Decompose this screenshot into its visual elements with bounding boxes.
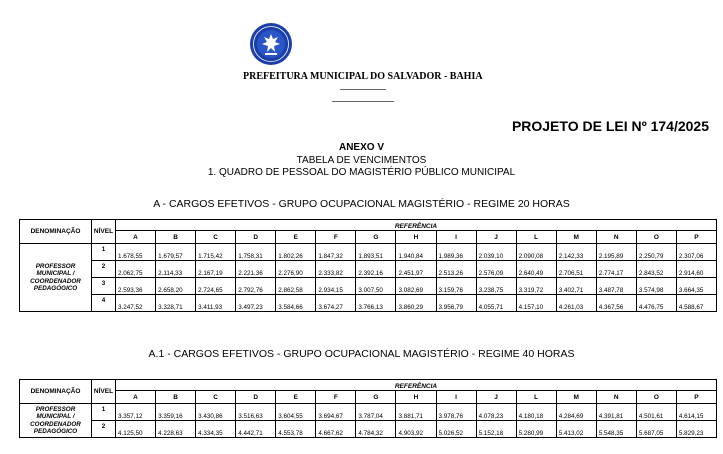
cargo-name: PROFESSOR MUNICIPAL / COORDENADOR PEDAGÓGICO [20, 244, 92, 312]
referencia-letter: F [316, 391, 356, 404]
salary-cell: 2.090,08 [516, 244, 556, 261]
referencia-letter: C [196, 391, 236, 404]
referencia-letter: L [516, 391, 556, 404]
salary-cell: 2.576,09 [476, 261, 516, 278]
cargo-name: PROFESSOR MUNICIPAL / COORDENADOR PEDAGÓGICO [20, 404, 92, 438]
municipal-seal [249, 22, 293, 66]
salary-cell: 1.715,42 [196, 244, 236, 261]
referencia-letter: F [316, 231, 356, 244]
section-title: A - CARGOS EFETIVOS - GRUPO OCUPACIONAL MAGISTÉRIO - REGIME 20 HORAS [153, 198, 570, 210]
referencia-letter: M [556, 231, 596, 244]
salary-cell: 2.593,36 [116, 278, 156, 295]
salary-cell: 3.238,75 [476, 278, 516, 295]
annex-item: 1. QUADRO DE PESSOAL DO MAGISTÉRIO PÚBLICO MUNICIPAL [207, 167, 516, 178]
referencia-letter: N [596, 231, 636, 244]
salary-cell: 1.679,57 [156, 244, 196, 261]
section-title: A.1 - CARGOS EFETIVOS - GRUPO OCUPACIONAL MAGISTÉRIO - REGIME 40 HORAS [148, 348, 575, 360]
salary-cell: 4.367,56 [596, 295, 636, 312]
salary-cell: 3.584,66 [276, 295, 316, 312]
salary-cell: 3.860,29 [396, 295, 436, 312]
salary-cell: 3.402,71 [556, 278, 596, 295]
salary-cell: 3.956,79 [436, 295, 476, 312]
salary-cell: 4.334,35 [196, 421, 236, 438]
table-row [20, 421, 717, 438]
salary-cell: 4.228,63 [156, 421, 196, 438]
salary-cell: 2.307,06 [676, 244, 716, 261]
salary-table-20h [19, 219, 717, 312]
salary-cell: 3.604,55 [276, 404, 316, 421]
salary-cell: 5.548,35 [596, 421, 636, 438]
salary-cell: 5.829,23 [676, 421, 716, 438]
salary-cell: 1.678,55 [116, 244, 156, 261]
salary-cell: 3.359,16 [156, 404, 196, 421]
salary-cell: 3.319,72 [516, 278, 556, 295]
referencia-letter: P [676, 391, 716, 404]
salary-cell: 4.588,67 [676, 295, 716, 312]
salary-cell: 1.989,36 [436, 244, 476, 261]
referencia-letter: D [236, 231, 276, 244]
nivel-cell: 1 [92, 404, 116, 421]
header-rule-2 [332, 101, 394, 102]
salary-cell: 5.687,05 [636, 421, 676, 438]
salary-cell: 4.501,61 [636, 404, 676, 421]
referencia-letter: D [236, 391, 276, 404]
salary-cell: 5.152,18 [476, 421, 516, 438]
salary-cell: 2.333,82 [316, 261, 356, 278]
table-row [20, 295, 717, 312]
salary-cell: 4.903,92 [396, 421, 436, 438]
referencia-letter: B [156, 231, 196, 244]
salary-cell: 3.082,69 [396, 278, 436, 295]
salary-cell: 5.413,02 [556, 421, 596, 438]
referencia-letter: H [396, 391, 436, 404]
referencia-letter: E [276, 391, 316, 404]
salary-cell: 2.392,16 [356, 261, 396, 278]
salary-cell: 3.357,12 [116, 404, 156, 421]
salary-cell: 3.247,52 [116, 295, 156, 312]
salary-cell: 1.758,31 [236, 244, 276, 261]
salary-cell: 2.250,79 [636, 244, 676, 261]
salary-cell: 2.195,89 [596, 244, 636, 261]
salary-cell: 3.497,23 [236, 295, 276, 312]
prefeitura-title: PREFEITURA MUNICIPAL DO SALVADOR - BAHIA [243, 71, 483, 82]
table-row [20, 404, 717, 421]
salary-cell: 4.667,62 [316, 421, 356, 438]
salary-cell: 2.513,26 [436, 261, 476, 278]
salary-cell: 3.411,93 [196, 295, 236, 312]
nivel-cell: 4 [92, 295, 116, 312]
referencia-letter: C [196, 231, 236, 244]
salary-cell: 2.658,20 [156, 278, 196, 295]
salary-cell: 4.055,71 [476, 295, 516, 312]
salary-cell: 5.280,99 [516, 421, 556, 438]
referencia-letter: A [116, 231, 156, 244]
nivel-cell: 2 [92, 421, 116, 438]
salary-cell: 4.442,71 [236, 421, 276, 438]
salary-cell: 3.766,13 [356, 295, 396, 312]
referencia-letter: E [276, 231, 316, 244]
nivel-cell: 3 [92, 278, 116, 295]
salary-cell: 3.664,35 [676, 278, 716, 295]
referencia-letter: N [596, 391, 636, 404]
salary-cell: 3.487,78 [596, 278, 636, 295]
salary-cell: 3.574,98 [636, 278, 676, 295]
referencia-letter: I [436, 231, 476, 244]
salary-cell: 3.978,76 [436, 404, 476, 421]
salary-cell: 2.039,10 [476, 244, 516, 261]
salary-cell: 4.553,78 [276, 421, 316, 438]
salary-cell: 4.284,69 [556, 404, 596, 421]
header-referencia: REFERÊNCIA [116, 380, 717, 391]
referencia-letter: A [116, 391, 156, 404]
salary-cell: 1.893,51 [356, 244, 396, 261]
salary-cell: 4.078,23 [476, 404, 516, 421]
salary-cell: 4.476,75 [636, 295, 676, 312]
salary-cell: 4.784,32 [356, 421, 396, 438]
table-row [20, 244, 717, 261]
nivel-cell: 1 [92, 244, 116, 261]
salary-cell: 4.261,03 [556, 295, 596, 312]
salary-cell: 2.221,36 [236, 261, 276, 278]
salary-cell: 1.802,26 [276, 244, 316, 261]
referencia-letter: G [356, 231, 396, 244]
header-nivel: NÍVEL [92, 220, 116, 244]
referencia-letter: M [556, 391, 596, 404]
header-denominacao: DENOMINAÇÃO [20, 220, 92, 244]
annex-subtitle: TABELA DE VENCIMENTOS [296, 155, 427, 166]
salary-table-40h [19, 379, 717, 438]
nivel-cell: 2 [92, 261, 116, 278]
projeto-de-lei: PROJETO DE LEI Nº 174/2025 [511, 118, 709, 134]
salary-cell: 1.847,32 [316, 244, 356, 261]
salary-cell: 3.516,63 [236, 404, 276, 421]
salary-cell: 2.276,90 [276, 261, 316, 278]
salary-cell: 2.792,76 [236, 278, 276, 295]
header-referencia: REFERÊNCIA [116, 220, 717, 231]
salary-cell: 3.007,50 [356, 278, 396, 295]
referencia-letter: O [636, 391, 676, 404]
salary-cell: 3.328,71 [156, 295, 196, 312]
salary-cell: 3.159,76 [436, 278, 476, 295]
salary-cell: 3.674,27 [316, 295, 356, 312]
annex-title: ANEXO V [338, 142, 384, 153]
salary-cell: 2.706,51 [556, 261, 596, 278]
table-row [20, 278, 717, 295]
referencia-letter: L [516, 231, 556, 244]
referencia-letter: J [476, 231, 516, 244]
salary-cell: 2.934,15 [316, 278, 356, 295]
salary-cell: 2.167,19 [196, 261, 236, 278]
referencia-letter: B [156, 391, 196, 404]
salary-cell: 2.451,97 [396, 261, 436, 278]
table-row [20, 261, 717, 278]
salary-cell: 5.026,52 [436, 421, 476, 438]
salary-cell: 1.940,84 [396, 244, 436, 261]
salary-cell: 2.843,52 [636, 261, 676, 278]
referencia-letter: O [636, 231, 676, 244]
salary-cell: 4.125,50 [116, 421, 156, 438]
salary-cell: 4.157,10 [516, 295, 556, 312]
header-denominacao: DENOMINAÇÃO [20, 380, 92, 404]
referencia-letter: J [476, 391, 516, 404]
salary-cell: 3.430,86 [196, 404, 236, 421]
header-nivel: NÍVEL [92, 380, 116, 404]
salary-cell: 2.914,60 [676, 261, 716, 278]
salary-cell: 2.640,49 [516, 261, 556, 278]
salary-cell: 2.724,65 [196, 278, 236, 295]
salary-cell: 4.391,81 [596, 404, 636, 421]
referencia-letter: I [436, 391, 476, 404]
salary-cell: 2.062,75 [116, 261, 156, 278]
referencia-letter: G [356, 391, 396, 404]
referencia-letter: H [396, 231, 436, 244]
referencia-letter: P [676, 231, 716, 244]
salary-cell: 3.694,67 [316, 404, 356, 421]
salary-cell: 2.862,58 [276, 278, 316, 295]
salary-cell: 2.114,33 [156, 261, 196, 278]
salary-cell: 4.180,18 [516, 404, 556, 421]
salary-cell: 2.774,17 [596, 261, 636, 278]
salary-cell: 3.881,71 [396, 404, 436, 421]
salary-cell: 3.787,04 [356, 404, 396, 421]
header-rule-1 [340, 89, 386, 90]
salary-cell: 2.142,33 [556, 244, 596, 261]
salary-cell: 4.614,15 [676, 404, 716, 421]
